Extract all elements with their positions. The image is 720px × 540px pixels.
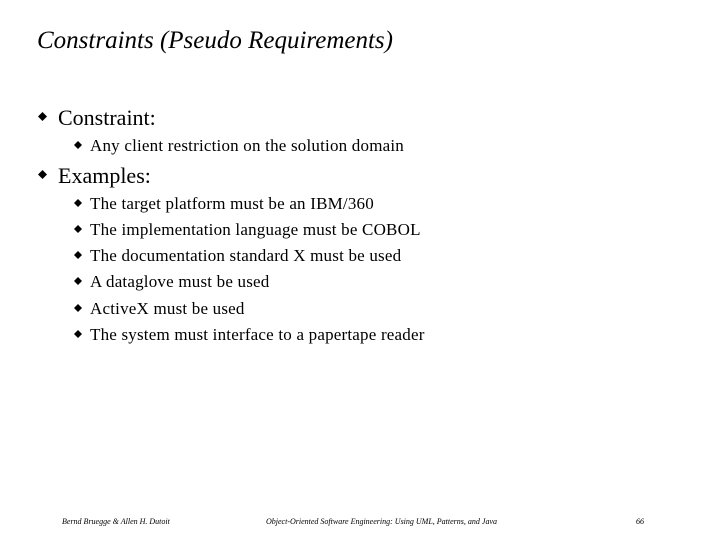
section-heading-examples: Examples: [58, 163, 151, 188]
list-item-text: The implementation language must be COBOL [90, 220, 421, 239]
diamond-bullet-icon [38, 112, 47, 121]
list-item-text: The system must interface to a papertape reader [90, 325, 425, 344]
list-item-text: A dataglove must be used [90, 272, 270, 291]
list-item-text: ActiveX must be used [90, 299, 245, 318]
list-item-text: Any client restriction on the solution domain [90, 136, 405, 155]
section-heading-constraint: Constraint: [58, 105, 156, 130]
footer-book-title: Object-Oriented Software Engineering: Using UML, Patterns, and Java [266, 517, 497, 526]
diamond-bullet-icon [74, 330, 82, 338]
diamond-bullet-icon [74, 277, 82, 285]
list-item-text: The documentation standard X must be used [90, 246, 402, 265]
footer-page-number: 66 [636, 517, 644, 526]
list-item-text: The target platform must be an IBM/360 [90, 194, 374, 213]
diamond-bullet-icon [38, 170, 47, 179]
diamond-bullet-icon [74, 199, 82, 207]
slide-title: Constraints (Pseudo Requirements) [37, 27, 393, 54]
diamond-bullet-icon [74, 225, 82, 233]
diamond-bullet-icon [74, 304, 82, 312]
title-divider [30, 65, 455, 66]
diamond-bullet-icon [74, 251, 82, 259]
diamond-bullet-icon [74, 141, 82, 149]
footer-authors: Bernd Bruegge & Allen H. Dutoit [62, 517, 170, 526]
